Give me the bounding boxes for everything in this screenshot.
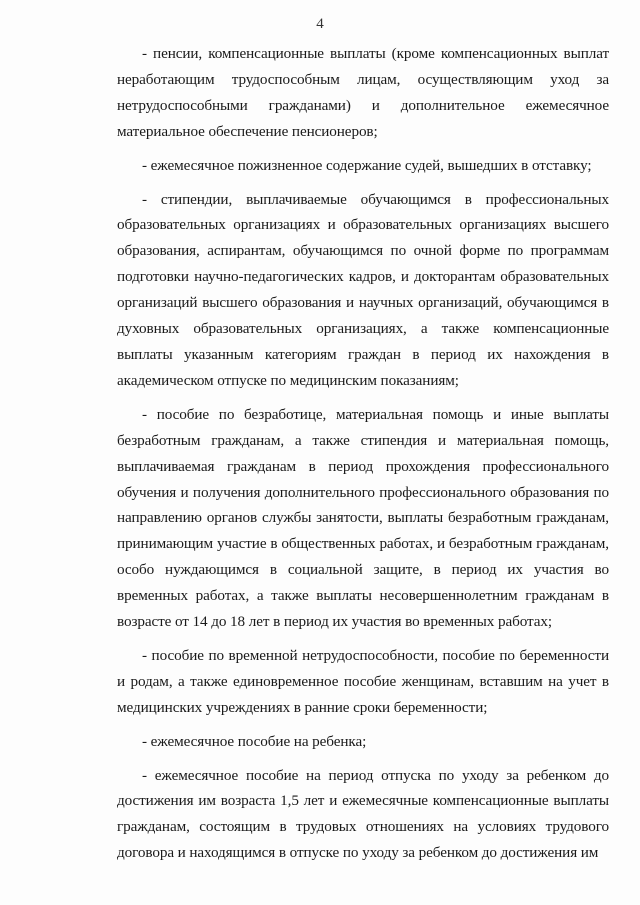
paragraph-childcare-leave-benefit: - ежемесячное пособие на период отпуска по уходу за ребенком до достижения им возраста 1,5 лет и ежемесячные компенсационные выплаты гражданам, состоящим в трудовых отношениях на условиях трудового договора и находящимся в отпуске по уходу за ребенком до достижения им — [117, 766, 609, 862]
paragraph-judges-allowance: - ежемесячное пожизненное содержание судей, вышедших в отставку; — [142, 156, 592, 174]
document-body — [117, 41, 609, 866]
paragraph-stipends: - стипендии, выплачиваемые обучающимся в профессиональных образовательных организациях и образовательных организациях высшего образования, аспирантам, обучающимся по очной форме по программам подготовки научно-педагогических кадров, и докторантам образовательных организаций высшего образования и научных организаций, обучающимся в духовных образовательных организациях, а также компенсационные выплаты указанным категориям граждан в период их нахождения в академическом отпуске по медицинским показаниям; — [117, 190, 609, 389]
paragraph-pensions: - пенсии, компенсационные выплаты (кроме компенсационных выплат неработающим трудоспособным лицам, осуществляющим уход за нетрудоспособными гражданами) и дополнительное ежемесячное материальное обеспечение пенсионеров; — [117, 45, 609, 140]
paragraph-disability-maternity-benefit: - пособие по временной нетрудоспособности, пособие по беременности и родам, а также единовременное пособие женщинам, вставшим на учет в медицинских учреждениях в ранние сроки беременности; — [117, 646, 609, 716]
paragraph-unemployment-benefit: - пособие по безработице, материальная помощь и иные выплаты безработным гражданам, а также стипендия и материальная помощь, выплачиваемая гражданам в период прохождения профессионального обучения и получения дополнительного профессионального образования по направлению органов службы занятости, выплаты безработным гражданам, принимающим участие в общественных работах, и безработным гражданам, особо нуждающимся в социальной защите, в период их участия во временных работах, а также выплаты несовершеннолетним гражданам в возрасте от 14 до 18 лет в период их участия во временных работах; — [117, 405, 609, 631]
paragraph-child-benefit: - ежемесячное пособие на ребенка; — [142, 732, 367, 750]
page-number: 4 — [316, 16, 324, 32]
